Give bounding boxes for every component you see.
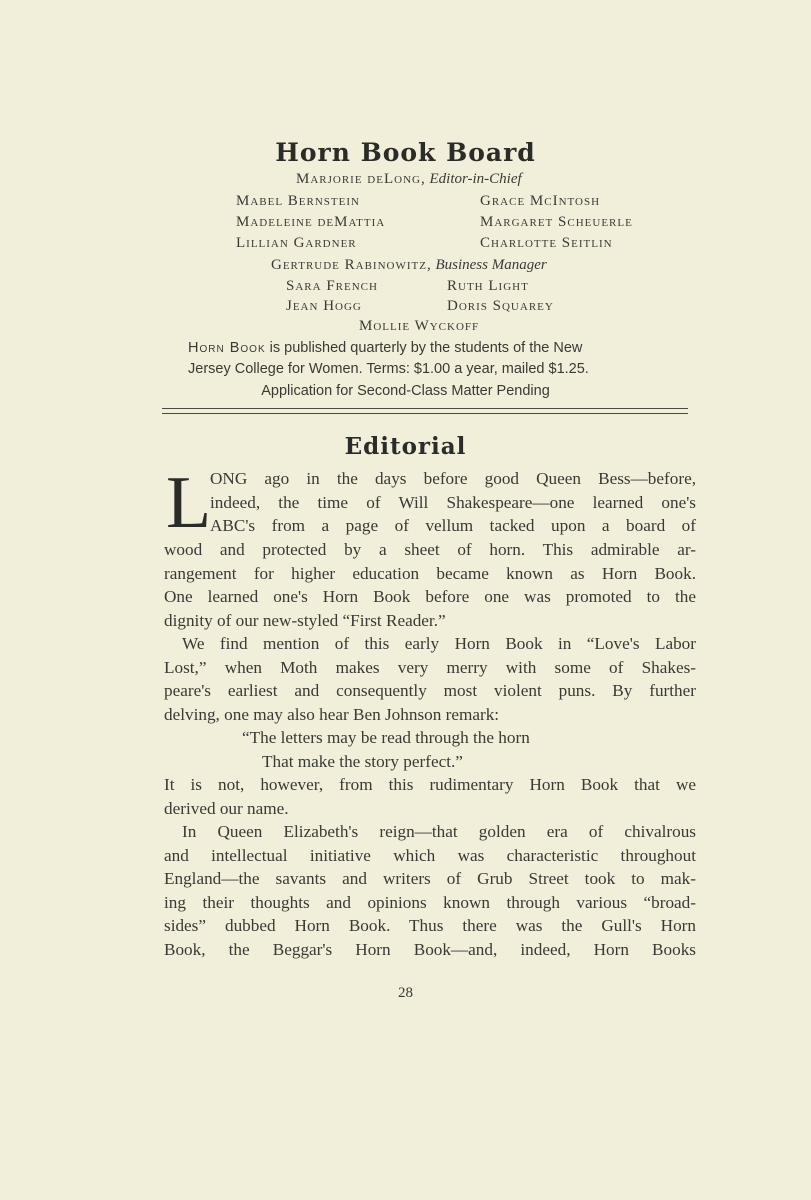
member-left-1: Mabel Bernstein xyxy=(236,193,360,209)
body-line: sides” dubbed Horn Book. Thus there was the Gull's Horn xyxy=(164,916,696,935)
divider-rule-top xyxy=(162,408,688,409)
member-left-3: Lillian Gardner xyxy=(236,235,357,251)
body-line: We find mention of this early Horn Book in “Love's Labor xyxy=(182,634,696,653)
member-left-2: Madeleine deMattia xyxy=(236,214,386,230)
body-line: indeed, the time of Will Shakespeare—one learned one's xyxy=(210,492,696,512)
notice-line-1 xyxy=(188,338,668,359)
notice-publication-name: Horn Book xyxy=(188,340,266,356)
quote-line: “The letters may be read through the horn xyxy=(242,728,530,747)
business-line xyxy=(271,257,547,274)
paragraph-2 xyxy=(164,632,696,726)
body-line: rangement for higher education became known as Horn Book. xyxy=(164,563,696,583)
body-line: derived our name. xyxy=(164,798,289,818)
staff-center: Mollie Wyckoff xyxy=(359,318,480,334)
drop-cap: L xyxy=(166,462,212,544)
body-line: delving, one may also hear Ben Johnson remark: xyxy=(164,704,500,724)
member-right-2: Margaret Scheuerle xyxy=(480,214,633,230)
editor-role: Editor-in-Chief xyxy=(429,171,522,187)
editor-name: Marjorie deLong, xyxy=(296,171,426,187)
quotation xyxy=(242,726,662,773)
paragraph-1-indented xyxy=(210,467,696,538)
divider-rule-bottom xyxy=(162,413,688,414)
body-line: peare's earliest and consequently most violent puns. By further xyxy=(164,681,696,700)
paragraph-4 xyxy=(164,820,696,961)
staff-right-1: Ruth Light xyxy=(447,278,529,294)
paragraph-1 xyxy=(164,538,696,632)
page-number: 28 xyxy=(398,985,413,1001)
quote-line: That make the story perfect.” xyxy=(262,751,463,771)
body-line: wood and protected by a sheet of horn. This admirable ar- xyxy=(164,540,696,559)
editorial-title: Editorial xyxy=(344,433,467,460)
body-line: and intellectual initiative which was characteristic throughout xyxy=(164,845,696,865)
body-line: Lost,” when Moth makes very merry with some of Shakes- xyxy=(164,657,696,677)
body-line: ABC's from a page of vellum tacked upon a board of xyxy=(210,516,696,535)
body-line: England—the savants and writers of Grub Street took to mak- xyxy=(164,869,696,888)
body-line: ing their thoughts and opinions known through various “broad- xyxy=(164,892,696,912)
notice-line-2: Jersey College for Women. Terms: $1.00 a year, mailed $1.25. xyxy=(188,361,589,377)
staff-right-2: Doris Squarey xyxy=(447,298,554,314)
body-line: ONG ago in the days before good Queen Bess—before, xyxy=(210,469,696,488)
business-role: Business Manager xyxy=(435,257,547,273)
business-name: Gertrude Rabinowitz, xyxy=(271,257,432,273)
member-right-3: Charlotte Seitlin xyxy=(480,235,613,251)
notice-text-1: is published quarterly by the students of the New xyxy=(265,340,583,356)
member-right-1: Grace McIntosh xyxy=(480,193,601,209)
staff-left-2: Jean Hogg xyxy=(286,298,362,314)
body-line: dignity of our new-styled “First Reader.” xyxy=(164,610,446,630)
board-title: Horn Book Board xyxy=(275,138,536,167)
paragraph-3 xyxy=(164,773,696,820)
editor-line xyxy=(296,171,522,188)
body-line: One learned one's Horn Book before one was promoted to the xyxy=(164,587,696,606)
body-line: In Queen Elizabeth's reign—that golden era of chivalrous xyxy=(182,822,696,841)
staff-left-1: Sara French xyxy=(286,278,378,294)
notice-line-3: Application for Second-Class Matter Pending xyxy=(261,383,550,399)
body-line: It is not, however, from this rudimentary Horn Book that we xyxy=(164,775,696,794)
body-line: Book, the Beggar's Horn Book—and, indeed, Horn Books xyxy=(164,939,696,959)
